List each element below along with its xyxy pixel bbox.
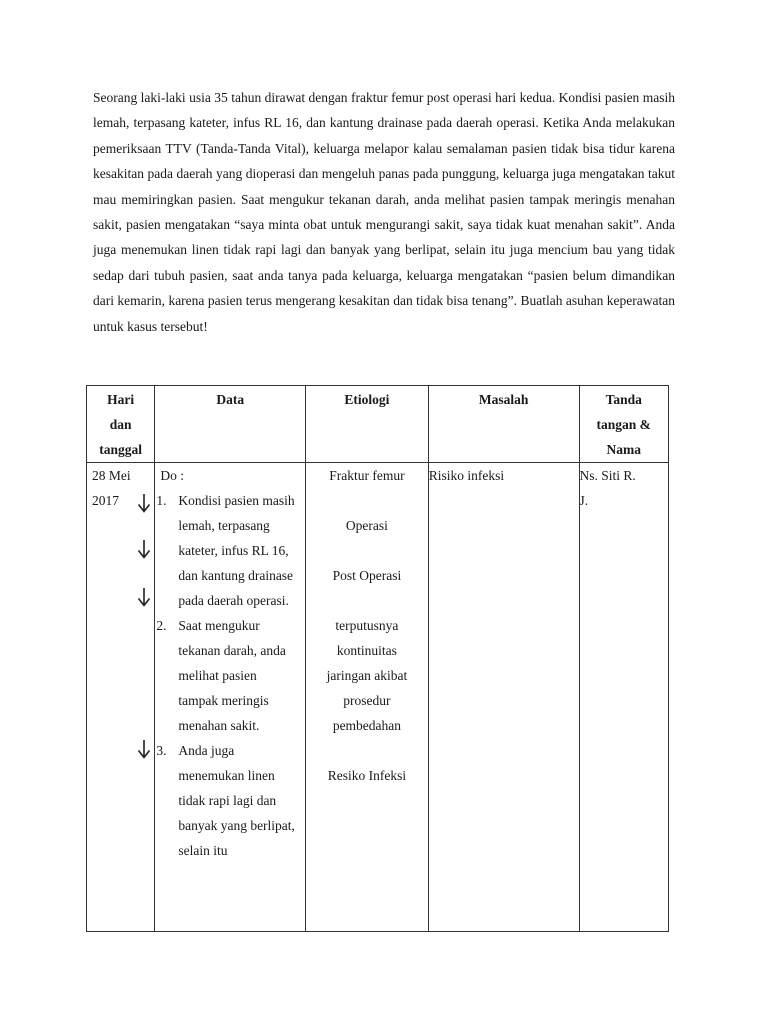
care-plan-table [86, 385, 669, 932]
do-label: Do : [160, 468, 184, 483]
date-line-2: 2017 [92, 493, 119, 508]
down-arrow-icon [137, 739, 151, 759]
down-arrow-icon [137, 493, 151, 513]
header-tanda-tangan-nama: Tanda tangan & Nama [579, 386, 669, 463]
etiologi-item: Resiko Infeksi [327, 768, 407, 783]
list-item: 1. Kondisi pasien masih lemah, terpasang kateter, infus RL 16, dan kantung drainase pada daerah operasi. [156, 493, 295, 608]
etiologi-item: Post Operasi [332, 568, 402, 583]
cell-data [155, 463, 306, 932]
etiologi-item: Operasi [345, 518, 388, 533]
down-arrow-icon [137, 539, 151, 559]
header-data: Data [155, 386, 306, 463]
data-list [155, 488, 305, 863]
cell-date [87, 463, 155, 932]
case-paragraph: Seorang laki-laki usia 35 tahun dirawat dengan fraktur femur post operasi hari kedua. Kondisi pasien masih lemah, terpasang kateter, infus RL 16, dan kantung drainase pada daerah operasi. Ketika Anda melakukan pemeriksaan TTV (Tanda-Tanda Vital), keluarga melapor kalau semalaman pasien tidak bisa tidur karena kesakitan pada daerah yang dioperasi dan mengeluh panas pada punggung, keluarga juga mengatakan takut mau memiringkan pasien. Saat mengukur tekanan darah, anda melihat pasien tampak meringis menahan sakit, pasien mengatakan “saya minta obat untuk mengurangi sakit, saya tidak kuat menahan sakit”. Anda juga menemukan linen tidak rapi lagi dan banyak yang berlipat, selain itu juga mencium bau yang tidak sedap dari tubuh pasien, saat anda tanya pada keluarga, keluarga mengatakan “pasien belum dimandikan dari kemarin, karena pasien terus mengerang kesakitan dan tidak bisa tenang”. Buatlah asuhan keperawatan untuk kasus tersebut! [93, 90, 675, 334]
table-header-row [87, 386, 669, 463]
etiologi-item: terputusnya kontinuitas jaringan akibat prosedur pembedahan [326, 618, 408, 733]
table-row [87, 463, 669, 932]
cell-tanda-tangan: Ns. Siti R. J. [579, 463, 669, 932]
etiologi-item: Fraktur femur [329, 468, 405, 483]
date-line-1: 28 Mei [92, 468, 131, 483]
down-arrow-icon [137, 587, 151, 607]
header-masalah: Masalah [428, 386, 579, 463]
cell-masalah: Risiko infeksi [428, 463, 579, 932]
list-item: 2. Saat mengukur tekanan darah, anda melihat pasien tampak meringis menahan sakit. [156, 618, 286, 733]
list-item: 3. Anda juga menemukan linen tidak rapi lagi dan banyak yang berlipat, selain itu [156, 743, 295, 858]
header-etiologi: Etiologi [306, 386, 429, 463]
cell-etiologi [306, 463, 429, 932]
header-hari-dan-tanggal: Hari dan tanggal [87, 386, 155, 463]
